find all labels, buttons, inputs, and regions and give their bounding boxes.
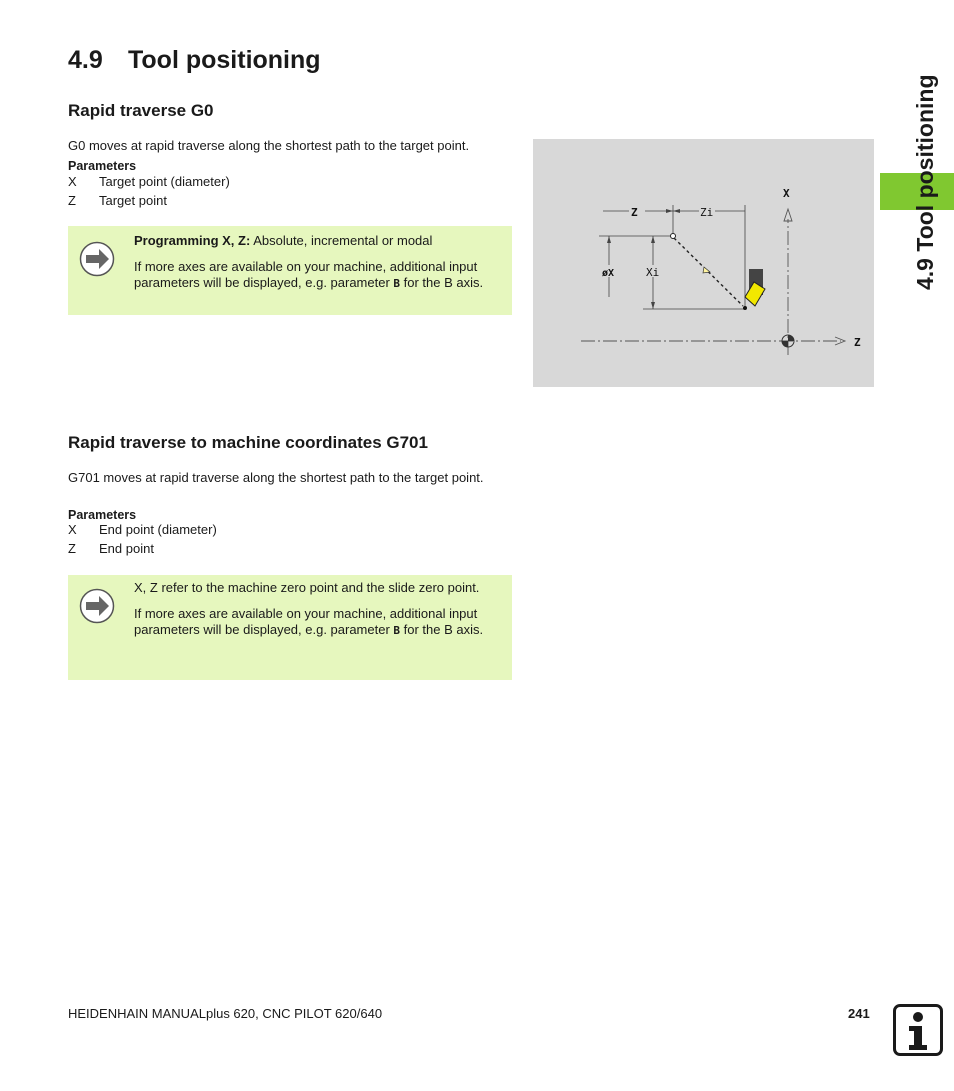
page-number: 241 [848,1006,870,1021]
note-para2-after: for the B axis. [400,622,484,637]
xi-dim-label: Xi [646,266,660,279]
g701-note-box [68,575,512,680]
x-axis-label: X [783,187,790,200]
g701-param-x [68,522,217,540]
section-title [68,46,321,75]
dx-dim-label: øX [602,268,615,279]
footer-text: HEIDENHAIN MANUALplus 620, CNC PILOT 620/640 [68,1006,383,1021]
g701-param-z [68,541,154,559]
side-tab-title: 4.9 Tool positioning [912,74,938,290]
g0-param-z [68,193,167,211]
g0-param-x [68,174,230,192]
g0-note-para2 [134,259,498,292]
info-icon [893,1004,943,1056]
section-title-text: Tool positioning [128,46,321,74]
param-key: Z [68,193,76,208]
z-dim-label: Z [631,206,638,219]
z-axis-label: Z [854,336,861,349]
param-desc: End point [99,541,154,556]
note-param-b: B [393,624,401,637]
param-key: X [68,174,77,189]
param-key: X [68,522,77,537]
note-bold-prefix: Programming X, Z: [134,233,251,248]
zi-dim-label: Zi [700,206,714,219]
g0-note-line1 [134,233,498,249]
g0-params-heading: Parameters [68,159,137,173]
param-desc: Target point (diameter) [99,174,230,189]
g0-note-box [68,226,512,315]
g701-description: G701 moves at rapid traverse along the shortest path to the target point. [68,470,484,485]
param-key: Z [68,541,76,556]
g0-diagram [533,139,874,387]
g701-params-heading: Parameters [68,508,137,522]
param-desc: Target point [99,193,167,208]
section-number: 4.9 [68,46,103,74]
g0-heading: Rapid traverse G0 [68,101,214,120]
note-para2-after: for the B axis. [400,275,484,290]
g701-heading: Rapid traverse to machine coordinates G701 [68,433,428,452]
param-desc: End point (diameter) [99,522,217,537]
note-param-b: B [393,277,401,290]
g701-note-para1: X, Z refer to the machine zero point and the slide zero point. [134,580,480,595]
note-line1-rest: Absolute, incremental or modal [250,233,433,248]
arrow-right-icon [79,241,115,277]
note-para2-before: If more axes are available on your machine, additional input parameters will be displayed, e.g. parameter [134,606,478,637]
g701-note-para2 [134,606,498,639]
note-para2-before: If more axes are available on your machine, additional input parameters will be displayed, e.g. parameter [134,259,478,290]
arrow-right-icon [79,588,115,624]
g0-description: G0 moves at rapid traverse along the shortest path to the target point. [68,138,470,153]
